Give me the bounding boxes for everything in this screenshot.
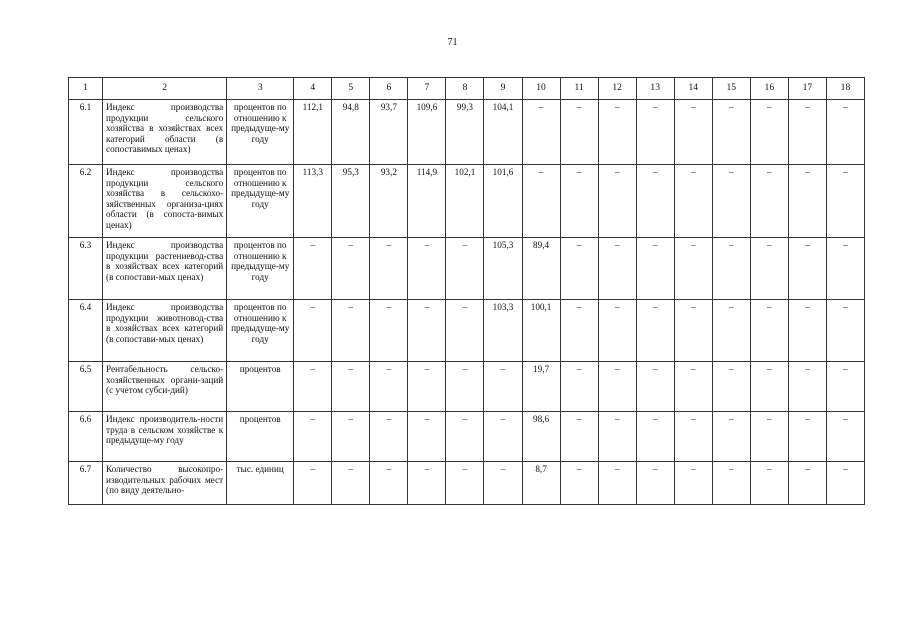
value-cell: –: [636, 165, 674, 238]
value-cell: 8,7: [522, 462, 560, 505]
column-header-8: 8: [446, 78, 484, 100]
value-cell: –: [636, 238, 674, 300]
value-cell: –: [560, 462, 598, 505]
value-cell: 103,3: [484, 300, 522, 362]
value-cell: –: [294, 462, 332, 505]
value-cell: –: [788, 238, 826, 300]
value-cell: –: [636, 100, 674, 165]
value-cell: –: [788, 165, 826, 238]
value-cell: –: [826, 165, 864, 238]
value-cell: 89,4: [522, 238, 560, 300]
value-cell: 93,2: [370, 165, 408, 238]
column-header-14: 14: [674, 78, 712, 100]
value-cell: 112,1: [294, 100, 332, 165]
column-header-5: 5: [332, 78, 370, 100]
value-cell: –: [446, 362, 484, 412]
column-header-1: 1: [69, 78, 103, 100]
table-row: [69, 238, 865, 300]
value-cell: –: [522, 100, 560, 165]
value-cell: –: [332, 462, 370, 505]
value-cell: 98,6: [522, 412, 560, 462]
column-header-17: 17: [788, 78, 826, 100]
column-header-16: 16: [750, 78, 788, 100]
table-row: [69, 100, 865, 165]
value-cell: –: [750, 412, 788, 462]
value-cell: –: [598, 300, 636, 362]
value-cell: –: [560, 238, 598, 300]
value-cell: –: [484, 412, 522, 462]
value-cell: –: [712, 412, 750, 462]
unit-cell: процентов по отношению к предыдуще-му году: [227, 165, 294, 238]
column-header-10: 10: [522, 78, 560, 100]
column-header-2: 2: [103, 78, 227, 100]
value-cell: –: [674, 362, 712, 412]
unit-cell: процентов по отношению к предыдуще-му году: [227, 238, 294, 300]
table-row: [69, 412, 865, 462]
value-cell: –: [332, 238, 370, 300]
column-header-4: 4: [294, 78, 332, 100]
value-cell: –: [826, 362, 864, 412]
value-cell: –: [750, 238, 788, 300]
value-cell: –: [788, 412, 826, 462]
value-cell: –: [294, 362, 332, 412]
value-cell: –: [446, 238, 484, 300]
value-cell: –: [294, 412, 332, 462]
value-cell: 100,1: [522, 300, 560, 362]
value-cell: –: [332, 362, 370, 412]
table-row: [69, 462, 865, 505]
value-cell: 109,6: [408, 100, 446, 165]
page-number: 71: [447, 37, 458, 48]
value-cell: –: [788, 462, 826, 505]
row-number: 6.4: [69, 300, 103, 362]
row-number: 6.6: [69, 412, 103, 462]
value-cell: –: [598, 238, 636, 300]
value-cell: –: [408, 412, 446, 462]
value-cell: –: [370, 300, 408, 362]
indicator-name: Индекс производства продукции сельского хозяйства в хозяйствах всех категорий области (в сопоставимых ценах): [103, 100, 227, 165]
indicator-name: Рентабельность сельско-хозяйственных органи-заций (с учетом субси-дий): [103, 362, 227, 412]
value-cell: –: [674, 165, 712, 238]
value-cell: –: [674, 238, 712, 300]
column-header-7: 7: [408, 78, 446, 100]
value-cell: –: [332, 412, 370, 462]
value-cell: –: [674, 462, 712, 505]
value-cell: –: [826, 100, 864, 165]
value-cell: –: [712, 238, 750, 300]
value-cell: 99,3: [446, 100, 484, 165]
value-cell: –: [446, 300, 484, 362]
column-header-6: 6: [370, 78, 408, 100]
value-cell: 94,8: [332, 100, 370, 165]
value-cell: 104,1: [484, 100, 522, 165]
value-cell: –: [408, 238, 446, 300]
table-row: [69, 300, 865, 362]
value-cell: 114,9: [408, 165, 446, 238]
unit-cell: процентов по отношению к предыдуще-му году: [227, 300, 294, 362]
value-cell: –: [294, 300, 332, 362]
table-row: [69, 165, 865, 238]
value-cell: –: [522, 165, 560, 238]
value-cell: –: [788, 362, 826, 412]
value-cell: 102,1: [446, 165, 484, 238]
row-number: 6.1: [69, 100, 103, 165]
column-header-18: 18: [826, 78, 864, 100]
row-number: 6.3: [69, 238, 103, 300]
column-header-3: 3: [227, 78, 294, 100]
row-number: 6.5: [69, 362, 103, 412]
value-cell: –: [712, 300, 750, 362]
value-cell: –: [408, 362, 446, 412]
value-cell: –: [788, 100, 826, 165]
value-cell: –: [826, 238, 864, 300]
value-cell: –: [750, 300, 788, 362]
value-cell: –: [370, 362, 408, 412]
unit-cell: процентов по отношению к предыдуще-му году: [227, 100, 294, 165]
column-header-12: 12: [598, 78, 636, 100]
value-cell: –: [674, 412, 712, 462]
value-cell: 95,3: [332, 165, 370, 238]
column-header-9: 9: [484, 78, 522, 100]
value-cell: –: [826, 300, 864, 362]
indicator-name: Индекс производства продукции растениевод-ства в хозяйствах всех категорий (в сопостави-мых ценах): [103, 238, 227, 300]
value-cell: –: [636, 462, 674, 505]
value-cell: –: [674, 100, 712, 165]
value-cell: –: [598, 462, 636, 505]
indicator-name: Индекс производства продукции сельского хозяйства в сельскохо-зяйственных организа-циях области (в сопоста-вимых ценах): [103, 165, 227, 238]
value-cell: –: [750, 362, 788, 412]
value-cell: –: [560, 165, 598, 238]
indicators-table: [68, 77, 865, 505]
value-cell: –: [446, 412, 484, 462]
value-cell: –: [332, 300, 370, 362]
value-cell: –: [712, 165, 750, 238]
value-cell: –: [750, 100, 788, 165]
value-cell: –: [674, 300, 712, 362]
value-cell: –: [598, 362, 636, 412]
value-cell: –: [598, 412, 636, 462]
unit-cell: процентов: [227, 362, 294, 412]
column-header-15: 15: [712, 78, 750, 100]
indicator-name: Индекс производитель-ности труда в сельском хозяйстве к предыдуще-му году: [103, 412, 227, 462]
value-cell: –: [560, 362, 598, 412]
value-cell: 93,7: [370, 100, 408, 165]
unit-cell: тыс. единиц: [227, 462, 294, 505]
row-number: 6.7: [69, 462, 103, 505]
value-cell: –: [560, 100, 598, 165]
value-cell: –: [484, 462, 522, 505]
value-cell: –: [598, 100, 636, 165]
value-cell: –: [712, 362, 750, 412]
value-cell: –: [370, 462, 408, 505]
value-cell: –: [636, 412, 674, 462]
value-cell: 105,3: [484, 238, 522, 300]
value-cell: –: [294, 238, 332, 300]
value-cell: –: [598, 165, 636, 238]
value-cell: –: [826, 462, 864, 505]
value-cell: –: [636, 300, 674, 362]
indicator-name: Индекс производства продукции животновод-ства в хозяйствах всех категорий (в сопостави-мых ценах): [103, 300, 227, 362]
value-cell: –: [826, 412, 864, 462]
value-cell: –: [408, 300, 446, 362]
value-cell: –: [370, 412, 408, 462]
value-cell: –: [370, 238, 408, 300]
value-cell: –: [408, 462, 446, 505]
column-header-11: 11: [560, 78, 598, 100]
value-cell: –: [636, 362, 674, 412]
value-cell: –: [560, 300, 598, 362]
header-row: [69, 78, 865, 100]
table-row: [69, 362, 865, 412]
value-cell: –: [750, 462, 788, 505]
value-cell: –: [560, 412, 598, 462]
value-cell: –: [484, 362, 522, 412]
value-cell: –: [712, 462, 750, 505]
value-cell: 101,6: [484, 165, 522, 238]
column-header-13: 13: [636, 78, 674, 100]
indicator-name: Количество высокопро-изводительных рабочих мест (по виду деятельно-: [103, 462, 227, 505]
unit-cell: процентов: [227, 412, 294, 462]
row-number: 6.2: [69, 165, 103, 238]
value-cell: –: [712, 100, 750, 165]
value-cell: –: [788, 300, 826, 362]
value-cell: –: [750, 165, 788, 238]
value-cell: 113,3: [294, 165, 332, 238]
value-cell: 19,7: [522, 362, 560, 412]
value-cell: –: [446, 462, 484, 505]
